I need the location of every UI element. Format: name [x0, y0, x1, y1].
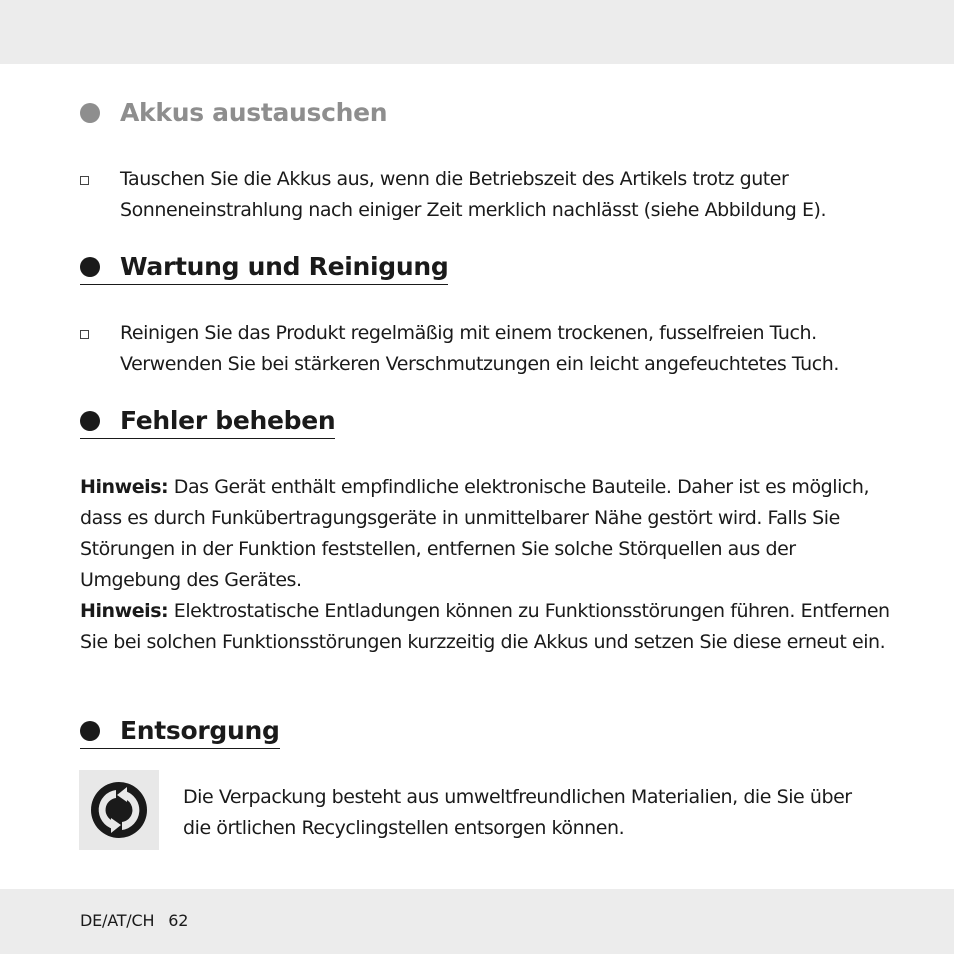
- heading-fehler-beheben: [80, 406, 335, 439]
- note-paragraph-2: [80, 596, 900, 658]
- note-text: Elektrostatische Entladungen können zu Funktionsstörungen führen. Entfernen Sie bei solchen Funktionsstörungen kurzzeitig die Akkus und setzen Sie diese erneut ein.: [80, 600, 890, 653]
- square-bullet-icon: [80, 176, 89, 185]
- entsorgung-text: Die Verpackung besteht aus umweltfreundlichen Materialien, die Sie über die örtlichen Recyclingstellen entsorgen können.: [183, 786, 852, 839]
- bullet-akkus: [80, 164, 880, 226]
- bullet-text: Tauschen Sie die Akkus aus, wenn die Betriebszeit des Artikels trotz guter Sonneneinstrahlung nach einiger Zeit merklich nachlässt (siehe Abbildung E).: [120, 168, 827, 221]
- square-bullet-icon: [80, 330, 89, 339]
- bullet-wartung: [80, 318, 880, 380]
- recycling-symbol-box: [79, 770, 159, 850]
- header-band: [0, 0, 954, 64]
- heading-akkus-austauschen: [80, 98, 387, 127]
- note-paragraph-1: [80, 472, 900, 596]
- heading-entsorgung: [80, 716, 280, 749]
- footer-region: DE/AT/CH: [80, 911, 155, 930]
- heading-text: Entsorgung: [120, 716, 280, 745]
- heading-text: Fehler beheben: [120, 406, 336, 435]
- note-text: Das Gerät enthält empfindliche elektronische Bauteile. Daher ist es möglich, dass es durch Funkübertragungsgeräte in unmittelbarer Nähe gestört wird. Falls Sie Störungen in der Funktion feststellen, entfernen Sie solche Störquellen aus der Umgebung des Gerätes.: [80, 476, 870, 591]
- bullet-text: Reinigen Sie das Produkt regelmäßig mit einem trockenen, fusselfreien Tuch. Verwenden Sie bei stärkeren Verschmutzungen ein leicht angefeuchtetes Tuch.: [120, 322, 839, 375]
- heading-text: Wartung und Reinigung: [120, 252, 449, 281]
- heading-wartung-reinigung: [80, 252, 448, 285]
- note-label: Hinweis:: [80, 476, 169, 498]
- note-label: Hinweis:: [80, 600, 169, 622]
- heading-bullet-icon: [80, 411, 100, 431]
- heading-bullet-icon: [80, 103, 100, 123]
- heading-text: Akkus austauschen: [120, 98, 388, 127]
- heading-bullet-icon: [80, 721, 100, 741]
- heading-bullet-icon: [80, 257, 100, 277]
- page-footer: [80, 911, 188, 930]
- page-number: 62: [168, 911, 189, 930]
- green-dot-recycling-icon: [89, 780, 149, 840]
